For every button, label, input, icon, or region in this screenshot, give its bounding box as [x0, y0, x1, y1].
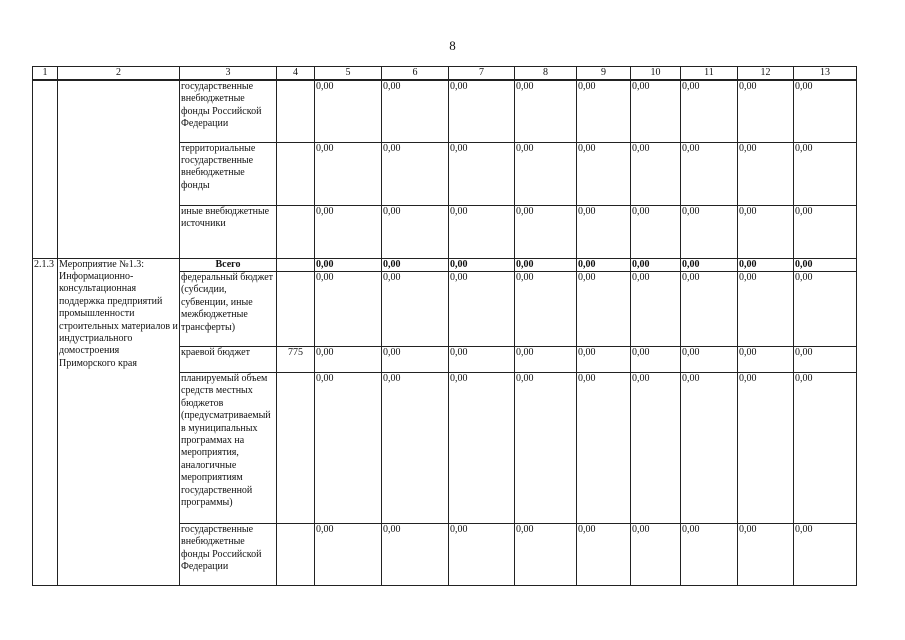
total-value-cell: 0,00 [449, 258, 515, 271]
value-cell: 0,00 [738, 346, 794, 372]
value-cell: 0,00 [515, 142, 577, 205]
value-cell: 0,00 [577, 346, 631, 372]
measure-title: Мероприятие №1.3: [59, 258, 144, 270]
value-cell: 0,00 [681, 523, 738, 585]
value-cell: 0,00 [315, 142, 382, 205]
total-value-cell: 0,00 [631, 258, 681, 271]
value-cell: 0,00 [449, 142, 515, 205]
code-cell: 775 [277, 346, 315, 372]
value-cell: 0,00 [738, 142, 794, 205]
column-header: 13 [794, 67, 857, 81]
value-cell: 0,00 [315, 205, 382, 258]
value-cell: 0,00 [515, 346, 577, 372]
value-cell: 0,00 [515, 523, 577, 585]
measure-name-cell [58, 258, 180, 585]
code-cell [277, 523, 315, 585]
value-cell: 0,00 [794, 205, 857, 258]
column-header: 11 [681, 67, 738, 81]
page-number: 8 [449, 38, 456, 53]
value-cell: 0,00 [315, 346, 382, 372]
value-cell: 0,00 [382, 80, 449, 142]
value-cell: 0,00 [681, 142, 738, 205]
value-cell: 0,00 [631, 205, 681, 258]
funding-source-cell: территориальные государственные внебюджетные фонды [180, 142, 277, 205]
budget-table [32, 66, 857, 586]
column-header: 8 [515, 67, 577, 81]
total-value-cell: 0,00 [577, 258, 631, 271]
value-cell: 0,00 [631, 142, 681, 205]
value-cell: 0,00 [794, 80, 857, 142]
column-header: 1 [33, 67, 58, 81]
total-value-cell: 0,00 [515, 258, 577, 271]
value-cell: 0,00 [681, 80, 738, 142]
value-cell: 0,00 [577, 142, 631, 205]
column-header: 5 [315, 67, 382, 81]
row-number-cell: 2.1.3 [33, 258, 58, 585]
value-cell: 0,00 [631, 372, 681, 523]
total-row [33, 258, 857, 271]
funding-source-cell: государственные внебюджетные фонды Российской Федерации [180, 80, 277, 142]
value-cell: 0,00 [681, 372, 738, 523]
value-cell: 0,00 [794, 271, 857, 346]
column-number-header-row [33, 67, 857, 81]
total-value-cell: 0,00 [738, 258, 794, 271]
value-cell: 0,00 [515, 205, 577, 258]
funding-source-cell: федеральный бюджет (субсидии, субвенции, иные межбюджетные трансферты) [180, 271, 277, 346]
measure-description: Информационно-консультационная поддержка предприятий промышленности строительных материалов и индустриального домостроения Приморского края [59, 270, 178, 369]
value-cell: 0,00 [515, 80, 577, 142]
row-number-cell [33, 80, 58, 258]
funding-source-cell: краевой бюджет [180, 346, 277, 372]
column-header: 9 [577, 67, 631, 81]
value-cell: 0,00 [738, 523, 794, 585]
column-header: 3 [180, 67, 277, 81]
funding-source-cell: планируемый объем средств местных бюджетов (предусматриваемый в муниципальных программах на мероприятия, аналогичные мероприятиям государственной программы) [180, 372, 277, 523]
table-row [33, 80, 857, 142]
value-cell: 0,00 [577, 372, 631, 523]
value-cell: 0,00 [738, 372, 794, 523]
total-value-cell: 0,00 [794, 258, 857, 271]
code-cell [277, 80, 315, 142]
funding-source-cell: государственные внебюджетные фонды Российской Федерации [180, 523, 277, 585]
total-value-cell: 0,00 [681, 258, 738, 271]
value-cell: 0,00 [577, 80, 631, 142]
value-cell: 0,00 [515, 372, 577, 523]
code-cell [277, 271, 315, 346]
code-cell [277, 205, 315, 258]
code-cell [277, 142, 315, 205]
value-cell: 0,00 [382, 523, 449, 585]
value-cell: 0,00 [449, 346, 515, 372]
value-cell: 0,00 [382, 271, 449, 346]
column-header: 6 [382, 67, 449, 81]
code-cell [277, 258, 315, 271]
value-cell: 0,00 [794, 142, 857, 205]
value-cell: 0,00 [577, 205, 631, 258]
value-cell: 0,00 [738, 80, 794, 142]
value-cell: 0,00 [449, 271, 515, 346]
value-cell: 0,00 [577, 523, 631, 585]
column-header: 2 [58, 67, 180, 81]
value-cell: 0,00 [794, 523, 857, 585]
value-cell: 0,00 [382, 205, 449, 258]
value-cell: 0,00 [515, 271, 577, 346]
value-cell: 0,00 [449, 205, 515, 258]
value-cell: 0,00 [449, 80, 515, 142]
value-cell: 0,00 [631, 80, 681, 142]
value-cell: 0,00 [681, 205, 738, 258]
value-cell: 0,00 [449, 523, 515, 585]
value-cell: 0,00 [794, 346, 857, 372]
value-cell: 0,00 [681, 346, 738, 372]
value-cell: 0,00 [382, 142, 449, 205]
total-value-cell: 0,00 [382, 258, 449, 271]
value-cell: 0,00 [315, 271, 382, 346]
total-value-cell: 0,00 [315, 258, 382, 271]
value-cell: 0,00 [738, 271, 794, 346]
value-cell: 0,00 [738, 205, 794, 258]
value-cell: 0,00 [382, 372, 449, 523]
value-cell: 0,00 [681, 271, 738, 346]
value-cell: 0,00 [577, 271, 631, 346]
measure-name-cell [58, 80, 180, 258]
value-cell: 0,00 [449, 372, 515, 523]
value-cell: 0,00 [631, 346, 681, 372]
value-cell: 0,00 [631, 523, 681, 585]
column-header: 4 [277, 67, 315, 81]
column-header: 12 [738, 67, 794, 81]
value-cell: 0,00 [315, 523, 382, 585]
value-cell: 0,00 [382, 346, 449, 372]
total-label-cell: Всего [180, 258, 277, 271]
value-cell: 0,00 [794, 372, 857, 523]
funding-source-cell: иные внебюджетные источники [180, 205, 277, 258]
value-cell: 0,00 [315, 372, 382, 523]
column-header: 7 [449, 67, 515, 81]
column-header: 10 [631, 67, 681, 81]
code-cell [277, 372, 315, 523]
value-cell: 0,00 [315, 80, 382, 142]
value-cell: 0,00 [631, 271, 681, 346]
